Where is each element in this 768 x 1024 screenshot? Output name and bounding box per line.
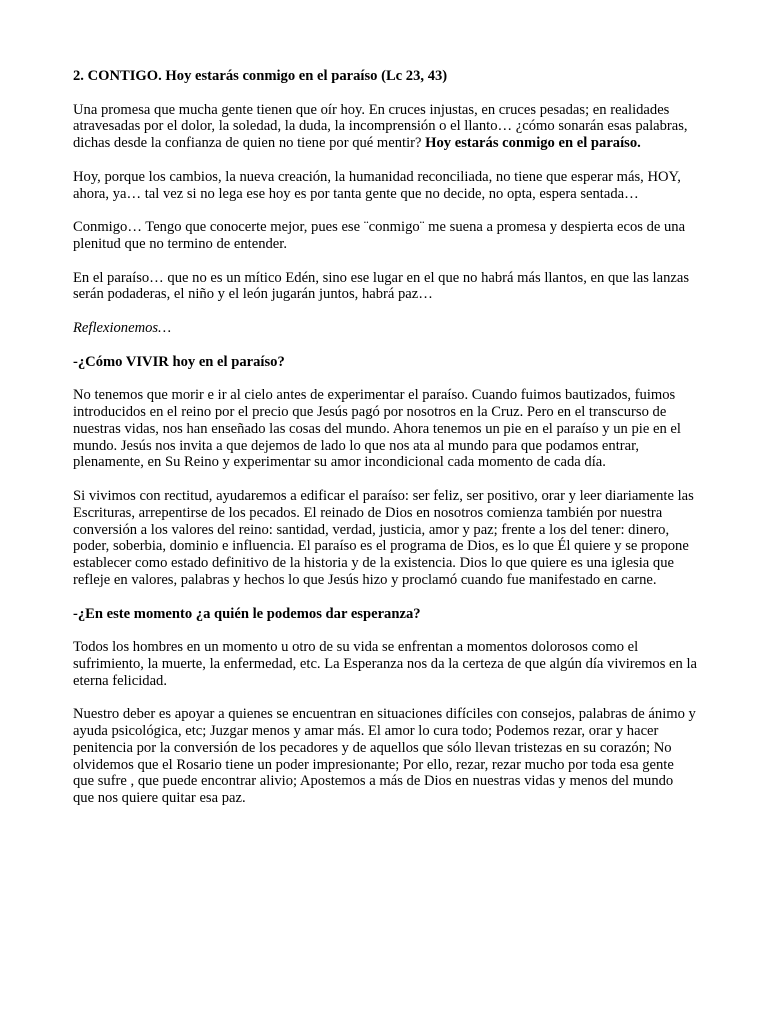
document-page <box>73 68 697 824</box>
question-heading-hope: -¿En este momento ¿a quién le podemos dar esperanza? <box>73 605 421 622</box>
paragraph-with-me: Conmigo… Tengo que conocerte mejor, pues ese ¨conmigo¨ me suena a promesa y despierta ecos de una plenitud que no termino de entender. <box>73 219 686 252</box>
paragraph-today: Hoy, porque los cambios, la nueva creación, la humanidad reconciliada, no tiene que esperar más, HOY, ahora, ya… tal vez si no lega ese hoy es por tanta gente que no decide, no opta, espera sentada… <box>73 168 681 202</box>
question-heading-live: -¿Cómo VIVIR hoy en el paraíso? <box>73 353 285 370</box>
paragraph-promise-bold: Hoy estarás conmigo en el paraíso. <box>425 135 641 152</box>
paragraph-promise-text: Una promesa que mucha gente tienen que oír hoy. En cruces injustas, en cruces pesadas; en realidades atravesadas por el dolor, la soledad, la duda, la incomprensión o el llanto… ¿cómo sonarán esas palabras, dichas desde la confianza de quien no tiene por qué mentir? <box>73 101 688 152</box>
paragraph-paradise: En el paraíso… que no es un mítico Edén, sino ese lugar en el que no habrá más llantos, en que las lanzas serán podaderas, el niño y el león jugarán juntos, habrá paz… <box>73 269 690 303</box>
paragraph-promise <box>73 102 697 152</box>
paragraph-suffering: Todos los hombres en un momento u otro de su vida se enfrentan a momentos dolorosos como el sufrimiento, la muerte, la enfermedad, etc. La Esperanza nos da la certeza de que algún día viviremos en la eterna felicidad. <box>73 639 698 689</box>
paragraph-duty: Nuestro deber es apoyar a quienes se encuentran en situaciones difíciles con consejos, palabras de ánimo y ayuda psicológica, etc; Juzgar menos y amar más. El amor lo cura todo; Podemos rezar, orar y hacer penitencia por la conversión de los pecadores y de aquellos que sólo llevan tristezas en su corazón; No olvidemos que el Rosario tiene un poder impresionante; Por ello, rezar, rezar mucho por toda esa gente que sufre , que puede encontrar alivio; Apostemos a más de Dios en nuestras vidas y menos del mundo que nos quiere quitar esa paz. <box>73 706 696 807</box>
paragraph-righteousness: Si vivimos con rectitud, ayudaremos a edificar el paraíso: ser feliz, ser positivo, orar y leer diariamente las Escrituras, arrepentirse de los pecados. El reinado de Dios en nosotros comienza también por nuestra conversión a los valores del reino: santidad, verdad, justicia, amor y paz; frente a los del tener: dinero, poder, soberbia, dominio e influencia. El paraíso es el programa de Dios, es lo que Él quiere y se propone establecer como estado definitivo de la historia y de la existencia. Dios lo que quiere es una iglesia que refleje en valores, palabras y hechos lo que Jesús hizo y proclamó cuando fue manifestado en carne. <box>73 487 694 588</box>
paragraph-baptism: No tenemos que morir e ir al cielo antes de experimentar el paraíso. Cuando fuimos bautizados, fuimos introducidos en el reino por el precio que Jesús pagó por nosotros en la Cruz. Pero en el transcurso de nuestras vidas, nos han enseñado las cosas del mundo. Ahora tenemos un pie en el paraíso y un pie en el mundo. Jesús nos invita a que dejemos de lado lo que nos ata al mundo para que podamos entrar, plenamente, en Su Reino y experimentar su amor incondicional cada momento de cada día. <box>73 387 681 471</box>
document-title: 2. CONTIGO. Hoy estarás conmigo en el paraíso (Lc 23, 43) <box>73 68 448 84</box>
reflection-heading: Reflexionemos… <box>73 319 172 336</box>
